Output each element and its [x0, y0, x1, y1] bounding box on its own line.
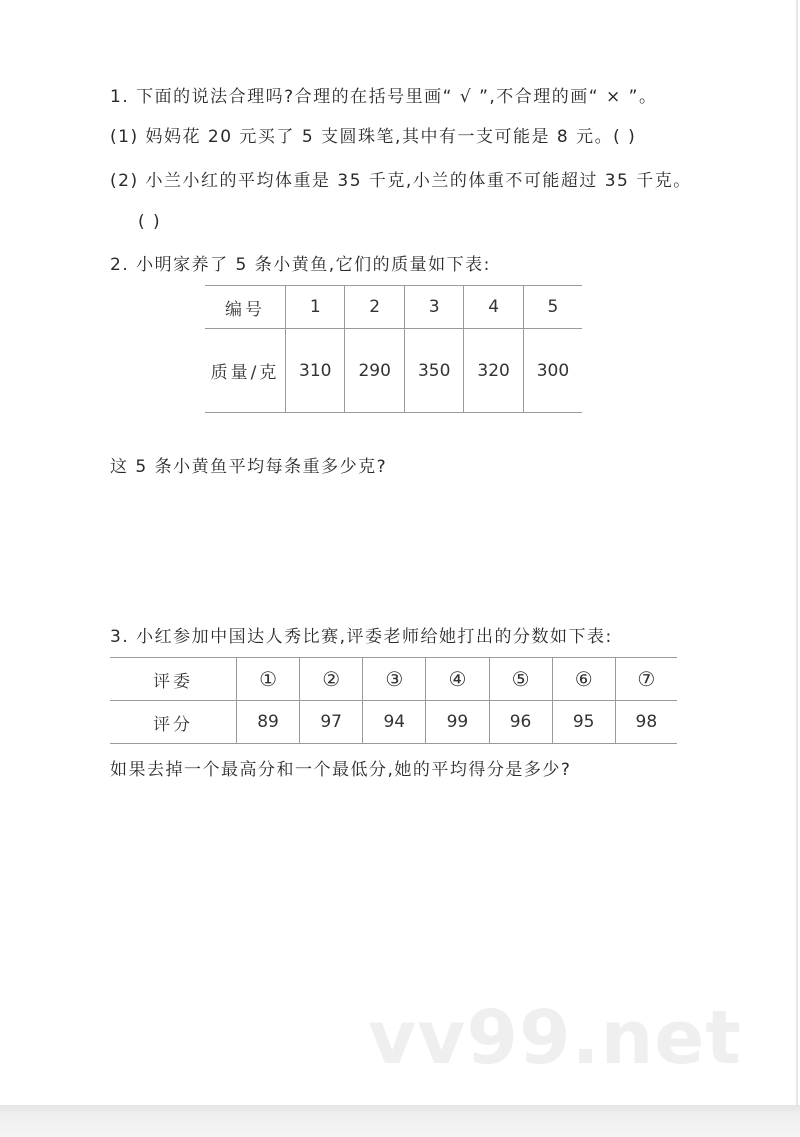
- question-2-prompt: 这 5 条小黄鱼平均每条重多少克?: [110, 457, 388, 477]
- row-label: 质量/克: [210, 363, 280, 383]
- question-1-item-2-answer-blank: ( ): [138, 212, 162, 232]
- table-row: [110, 701, 677, 744]
- header-cell: ②: [300, 658, 363, 701]
- question-1-title: 1. 下面的说法合理吗?合理的在括号里画“ √ ”,不合理的画“ × ”。: [110, 87, 658, 107]
- value-cell: 89: [237, 701, 300, 744]
- question-3-title: 3. 小红参加中国达人秀比赛,评委老师给她打出的分数如下表:: [110, 627, 613, 647]
- header-cell: ④: [426, 658, 489, 701]
- header-cell: 3: [404, 286, 463, 329]
- header-cell: 5: [523, 286, 582, 329]
- value-cell: 94: [363, 701, 426, 744]
- header-cell: 2: [345, 286, 404, 329]
- table-row: [205, 286, 582, 329]
- value-cell: 350: [404, 329, 463, 413]
- header-cell: 1: [286, 286, 345, 329]
- watermark: vv99.net: [368, 995, 742, 1081]
- question-1-item-2: (2) 小兰小红的平均体重是 35 千克,小兰的体重不可能超过 35 千克。: [110, 171, 692, 191]
- judge-score-table: [110, 657, 677, 744]
- header-cell: 4: [464, 286, 523, 329]
- fish-weight-table: [205, 285, 582, 413]
- question-1-item-1: (1) 妈妈花 20 元买了 5 支圆珠笔,其中有一支可能是 8 元。( ): [110, 127, 637, 147]
- header-label: 评委: [153, 671, 193, 692]
- header-label: 编号: [225, 299, 265, 320]
- table-row: [110, 658, 677, 701]
- header-cell: ⑦: [615, 658, 677, 701]
- value-cell: 290: [345, 329, 404, 413]
- value-cell: 99: [426, 701, 489, 744]
- value-cell: 95: [552, 701, 615, 744]
- header-cell: ⑥: [552, 658, 615, 701]
- value-cell: 97: [300, 701, 363, 744]
- header-cell: ⑤: [489, 658, 552, 701]
- value-cell: 310: [286, 329, 345, 413]
- value-cell: 300: [523, 329, 582, 413]
- value-cell: 98: [615, 701, 677, 744]
- question-2-title: 2. 小明家养了 5 条小黄鱼,它们的质量如下表:: [110, 255, 491, 275]
- header-cell: ①: [237, 658, 300, 701]
- table-row: [205, 329, 582, 413]
- page-bottom-strip: [0, 1105, 800, 1137]
- header-cell: ③: [363, 658, 426, 701]
- row-label: 评分: [153, 714, 193, 735]
- question-3-prompt: 如果去掉一个最高分和一个最低分,她的平均得分是多少?: [110, 760, 572, 780]
- value-cell: 96: [489, 701, 552, 744]
- value-cell: 320: [464, 329, 523, 413]
